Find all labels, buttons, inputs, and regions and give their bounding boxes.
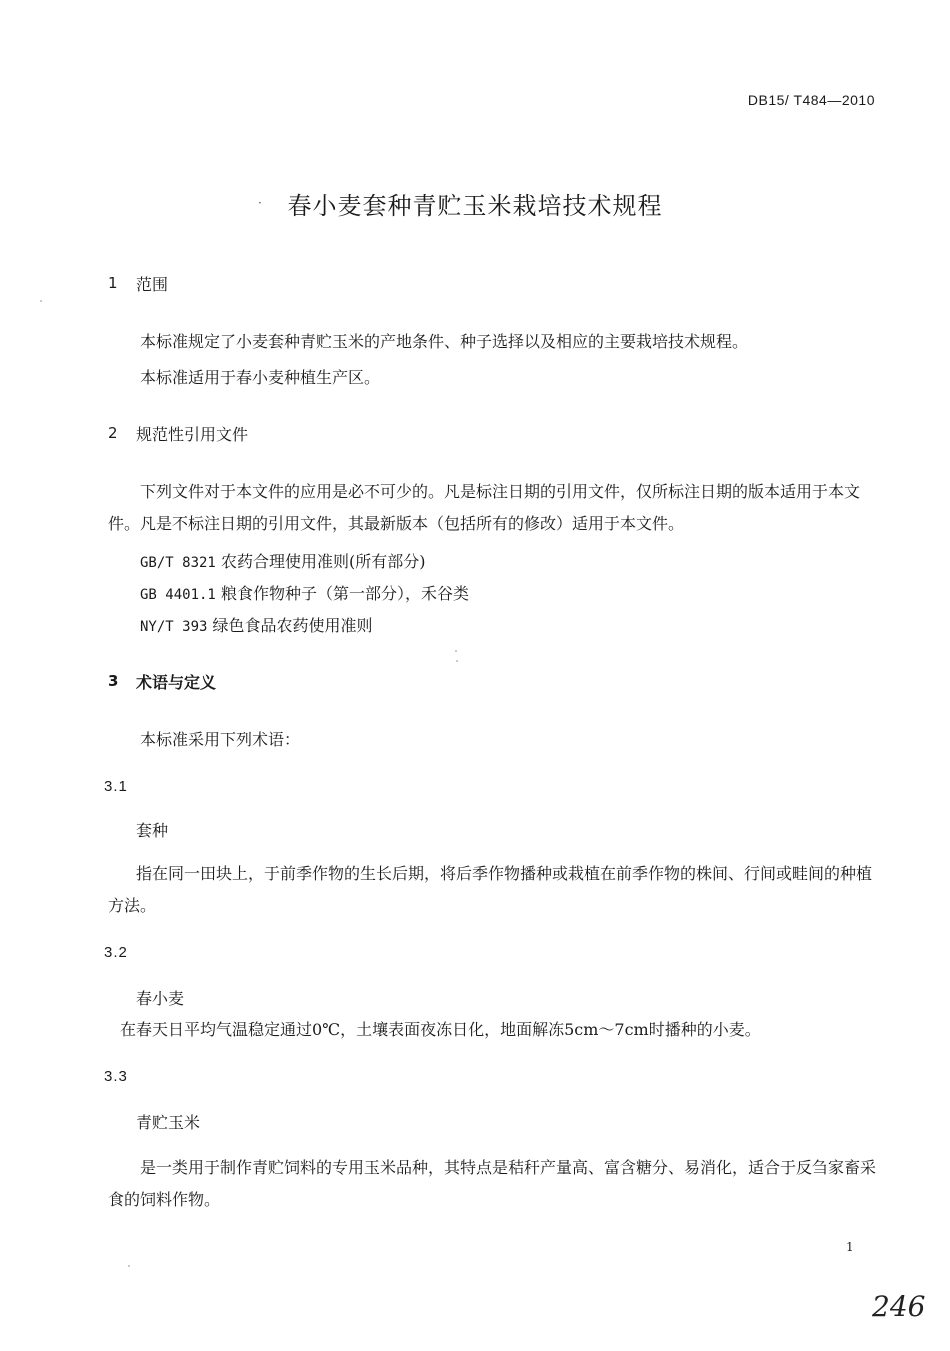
section-2-number: 2	[108, 424, 118, 442]
section-3-intro: 本标准采用下列术语：	[140, 730, 301, 749]
reference-item	[140, 546, 425, 578]
scan-speck	[40, 300, 42, 302]
term-name: 套种	[136, 821, 169, 840]
section-1-paragraph-2: 本标准适用于春小麦种植生产区。	[140, 368, 381, 387]
document-number: DB15/ T484—2010	[747, 92, 875, 108]
section-1-paragraph-1: 本标准规定了小麦套种青贮玉米的产地条件、种子选择以及相应的主要栽培技术规程。	[140, 332, 749, 351]
term-name: 春小麦	[136, 989, 185, 1008]
section-1-heading: 范围	[136, 275, 169, 294]
reference-code: GB 4401.1	[140, 587, 216, 603]
reference-title: 农药合理使用准则(所有部分)	[220, 552, 426, 571]
scan-speck	[455, 650, 457, 652]
term-definition: 是一类用于制作青贮饲料的专用玉米品种，其特点是秸秆产量高、富含糖分、易消化，适合于反刍家畜采食的饲料作物。	[108, 1158, 877, 1209]
speck-mark: ·	[258, 196, 262, 210]
handwritten-page-annotation: 246	[872, 1290, 926, 1323]
reference-item	[140, 610, 373, 642]
section-2-paragraph: 下列文件对于本文件的应用是必不可少的。凡是标注日期的引用文件，仅所标注日期的版本适用于本文件。凡是不标注日期的引用文件，其最新版本（包括所有的修改）适用于本文件。	[108, 482, 861, 533]
term-number: 3.1	[104, 778, 128, 795]
section-1-number: 1	[108, 274, 118, 292]
reference-code: GB/T 8321	[140, 555, 216, 571]
page-number: 1	[846, 1240, 854, 1254]
reference-title: 绿色食品农药使用准则	[212, 616, 373, 635]
reference-code: NY/T 393	[140, 619, 208, 635]
section-3-heading: 术语与定义	[136, 673, 217, 692]
scan-speck	[128, 1265, 130, 1267]
term-definition: 在春天日平均气温稳定通过0℃，土壤表面夜冻日化，地面解冻5cm～7cm时播种的小麦。	[120, 1020, 761, 1039]
section-3-number: 3	[108, 672, 119, 690]
scan-speck	[456, 660, 458, 662]
term-number: 3.3	[104, 1068, 128, 1085]
reference-item	[140, 578, 469, 610]
term-definition: 指在同一田块上，于前季作物的生长后期，将后季作物播种或栽植在前季作物的株间、行间或畦间的种植方法。	[108, 864, 873, 915]
section-2-heading: 规范性引用文件	[136, 425, 249, 444]
term-name: 青贮玉米	[136, 1113, 201, 1132]
term-number: 3.2	[104, 944, 128, 961]
reference-title: 粮食作物种子（第一部分），禾谷类	[220, 584, 469, 603]
page-title: 春小麦套种青贮玉米栽培技术规程	[287, 192, 663, 220]
